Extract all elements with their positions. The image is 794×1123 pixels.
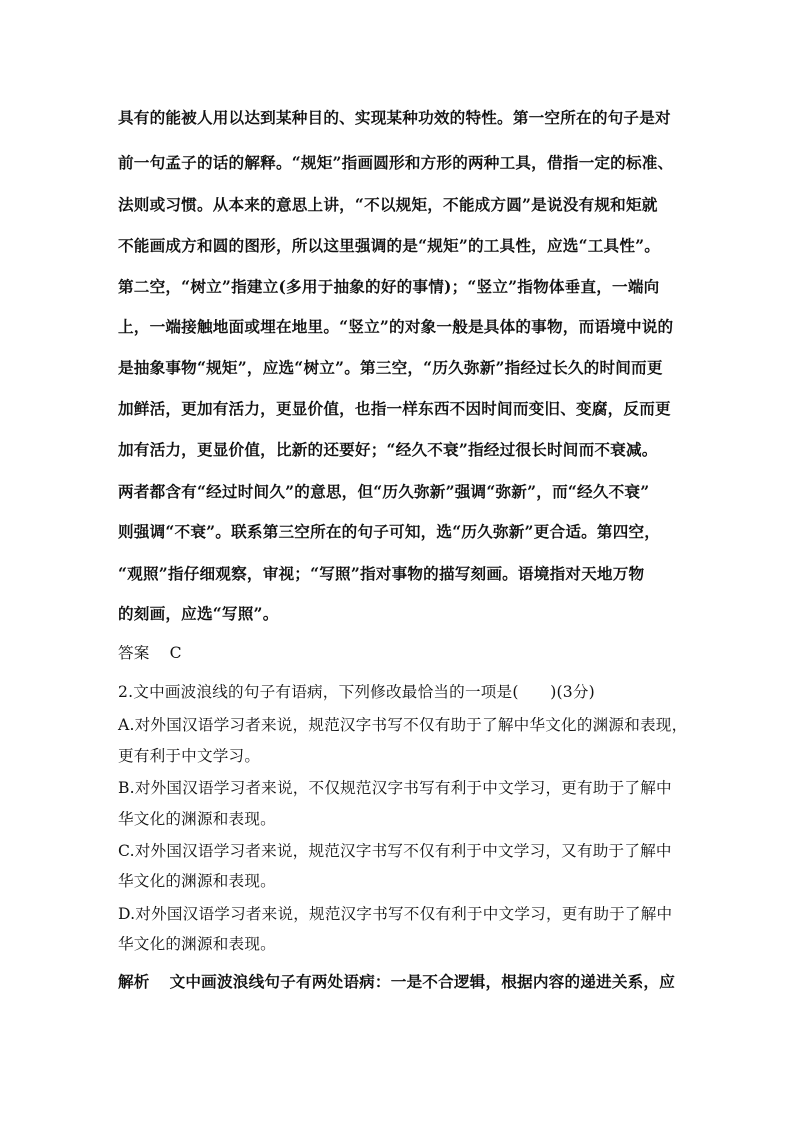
- answer-value: C: [169, 644, 182, 662]
- option-c-line2: 华文化的渊源和表现。: [118, 872, 276, 890]
- option-b-line1: B.对外国汉语学习者来说，不仅规范汉字书写有利于中文学习，更有助于了解中: [118, 779, 672, 797]
- explanation-2-line: [118, 971, 675, 993]
- explanation-line: 具有的能被人用以达到某种目的、实现某种功效的特性。第一空所在的句子是对: [118, 108, 671, 127]
- explanation-line: 加有活力，更显价值，比新的还要好；“经久不衰”指经过很长时间而不衰减。: [118, 440, 658, 459]
- explanation-line: 是抽象事物“规矩”，应选“树立”。第三空，“历久弥新”指经过长久的时间而更: [118, 358, 663, 377]
- explanation-line: 法则或习惯。从本来的意思上讲，“不以规矩，不能成方圆”是说没有规和矩就: [118, 195, 658, 214]
- explanation-2-label: 解析: [118, 972, 150, 991]
- explanation-line: 第二空，“树立”指建立(多用于抽象的好的事情)；“竖立”指物体垂直，一端向: [118, 277, 660, 296]
- explanation-line: 的刻画，应选“写照”。: [118, 604, 279, 623]
- explanation-line: 则强调“不衰”。联系第三空所在的句子可知，选“历久弥新”更合适。第四空，: [118, 522, 661, 541]
- option-a-line1: A.对外国汉语学习者来说，规范汉字书写不仅有助于了解中华文化的渊源和表现，: [118, 716, 688, 734]
- option-d-line1: D.对外国汉语学习者来说，规范汉字书写不仅有利于中文学习，更有助于了解中: [118, 905, 673, 923]
- explanation-line: 加鲜活，更加有活力，更显价值，也指一样东西不因时间而变旧、变腐，反而更: [118, 399, 671, 418]
- option-b-line2: 华文化的渊源和表现。: [118, 810, 276, 828]
- explanation-2-text: 文中画波浪线句子有两处语病：一是不合逻辑，根据内容的递进关系，应: [169, 972, 675, 991]
- answer-line: [118, 642, 182, 664]
- answer-label: 答案: [118, 644, 150, 662]
- explanation-line: 两者都含有“经过时间久”的意思，但“历久弥新”强调“弥新”，而“经久不衰”: [118, 482, 650, 501]
- explanation-line: 前一句孟子的话的解释。“规矩”指画圆形和方形的两种工具，借指一定的标准、: [118, 153, 674, 172]
- option-a-line2: 更有利于中文学习。: [118, 747, 261, 765]
- option-d-line2: 华文化的渊源和表现。: [118, 935, 276, 953]
- question-stem: 2.文中画波浪线的句子有语病，下列修改最恰当的一项是( )(3分): [118, 683, 595, 701]
- explanation-line: 上，一端接触地面或埋在地里。“竖立”的对象一般是具体的事物，而语境中说的: [118, 317, 674, 336]
- option-c-line1: C.对外国汉语学习者来说，规范汉字书写不仅有利于中文学习，又有助于了解中: [118, 842, 672, 860]
- explanation-line: “观照”指仔细观察，审视；“写照”指对事物的描写刻画。语境指对天地万物: [118, 564, 645, 583]
- explanation-line: 不能画成方和圆的图形，所以这里强调的是“规矩”的工具性，应选“工具性”。: [118, 236, 661, 255]
